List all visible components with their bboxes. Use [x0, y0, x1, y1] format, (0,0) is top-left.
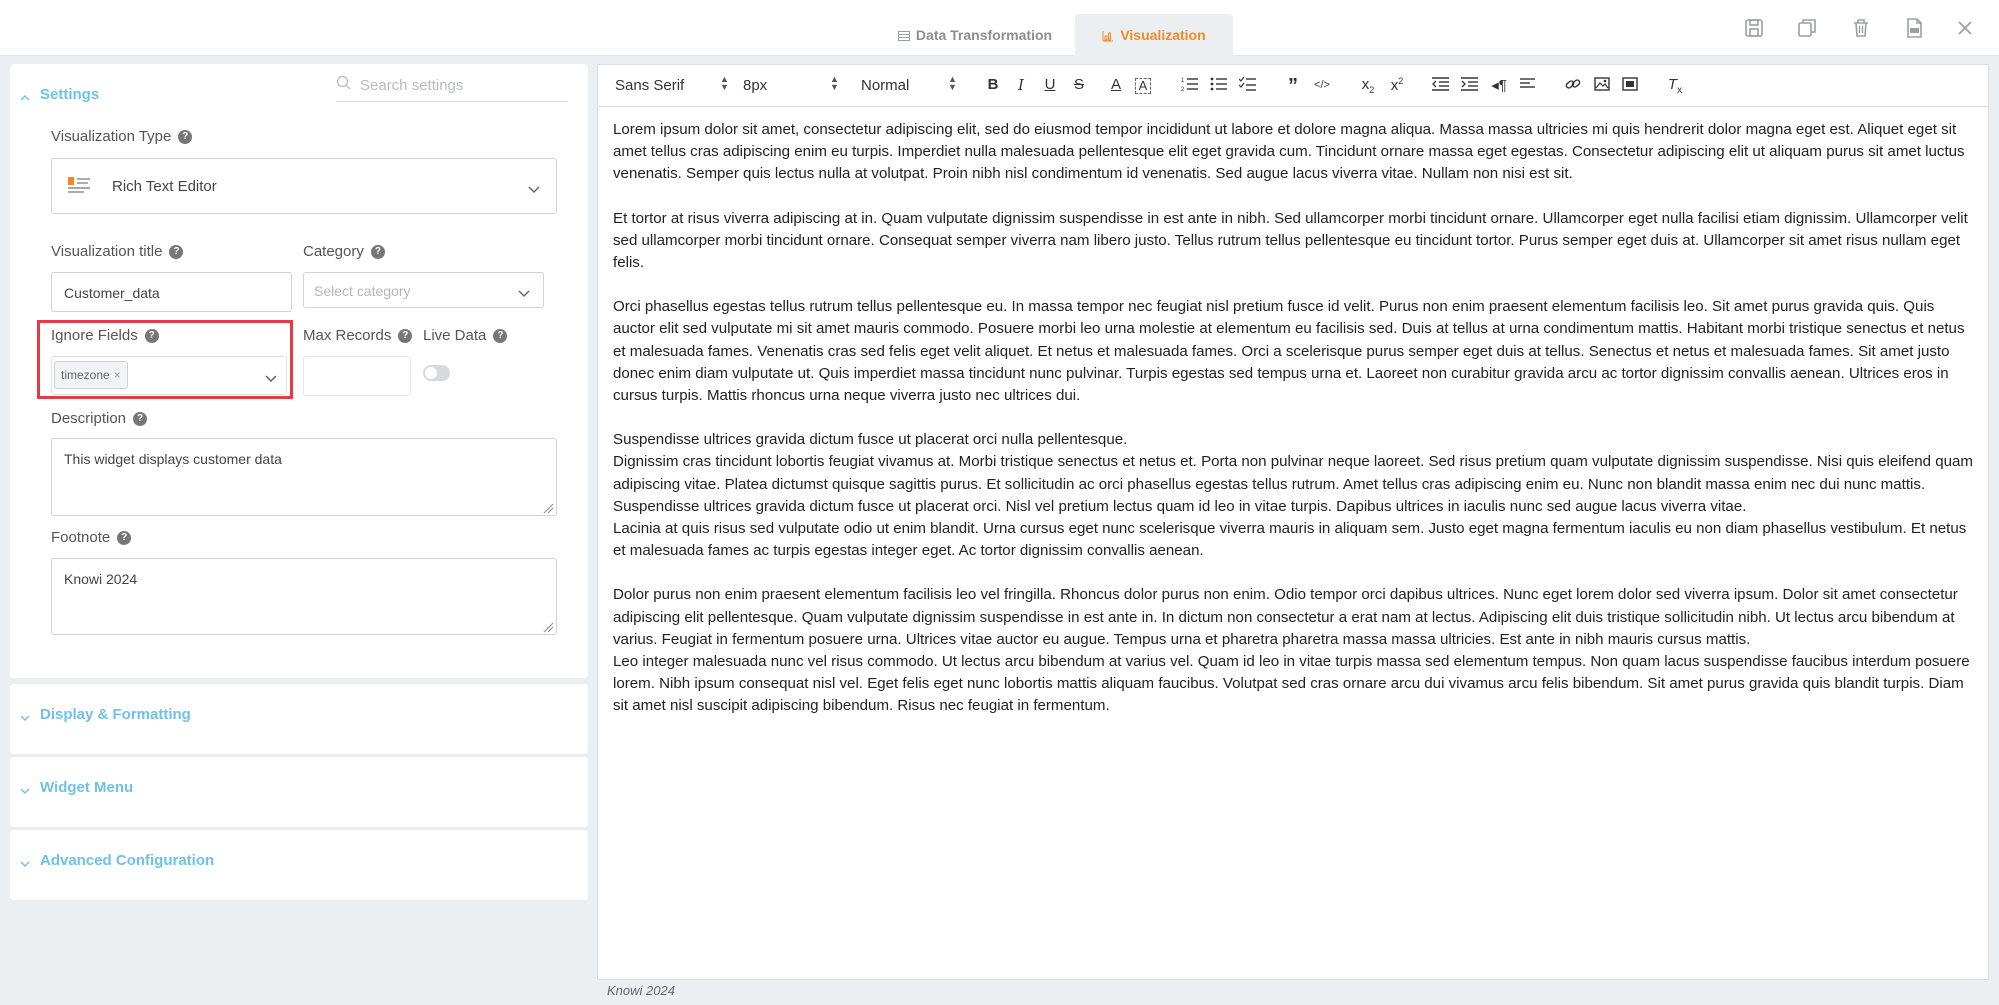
category-label-text: Category: [303, 243, 364, 260]
advanced-configuration-header[interactable]: [20, 852, 214, 869]
rich-text-editor: [597, 64, 1989, 980]
footnote-label: [51, 529, 131, 546]
video-icon[interactable]: [1620, 76, 1640, 96]
up-down-arrow-icon: ▲ ▼: [948, 74, 957, 92]
description-textarea[interactable]: [51, 438, 557, 516]
help-icon[interactable]: ?: [493, 329, 507, 343]
live-data-toggle[interactable]: [423, 365, 450, 381]
font-size-value: 8px: [743, 77, 768, 94]
category-select[interactable]: [303, 272, 544, 308]
rich-text-icon: [68, 177, 90, 200]
description-value: This widget displays customer data: [64, 451, 282, 467]
help-icon[interactable]: ?: [169, 245, 183, 259]
clear-formatting-icon[interactable]: $T_x$: [1667, 76, 1683, 96]
top-bar: [0, 0, 1999, 56]
paragraph: Lorem ipsum dolor sit amet, consectetur adipiscing elit, sed do eiusmod tempor incididunt ut labore et dolore magna aliqua. Massa massa ultricies mi quis hendrerit dolor magna eget est. Aliquet eget sit amet tellus cras adipiscing enim eu turpis. Imperdiet nulla malesuada pellentesque elit eget gravida cum. Tincidunt ornare massa eget egestas. Consectetur adipiscing elit ut aliquam purus sit amet luctus venenatis. Semper quis lectus nulla at volutpat. Proin nibh nisl condimentum id venenatis. Sed augue lacus viverra vitae. Nullam non nisi est sit.: [613, 121, 1965, 183]
search-icon: [336, 75, 352, 96]
remove-chip-icon[interactable]: ×: [113, 368, 121, 382]
paragraph: Orci phasellus egestas tellus rutrum tellus pellentesque eu. In massa tempor nec feugiat nisl pretium fusce id velit. Purus non enim praesent elementum facilisis leo. Sit amet purus gravida quis. Quis auctor elit sed vulputate mi sit amet mauris commodo. Posuere morbi leo urna molestie at elementum eu facilisis sed. Duis at tellus at urna condimentum mattis. Habitant morbi tristique senectus et netus et malesuada fames. Venenatis cras sed felis eget velit aliquet. Et netus et malesuada fames. Orci a scelerisque purus semper eget duis at tellus. Senectus et netus et malesuada fames. Sit amet justo donec enim diam vulputate ut. Quis imperdiet massa tincidunt nunc pulvinar. Turpis egestas sed tempus urna et. Laoreet non curabitur gravida arcu ac tortor dignissim convallis aenean. Ultrices eros in cursus turpis. Mattis rhoncus urna neque viverra justo nec ultrices dui.: [613, 298, 1965, 405]
visualization-type-select[interactable]: [51, 158, 557, 214]
description-label: [51, 410, 147, 427]
font-family-value: Sans Serif: [615, 77, 685, 94]
editor-toolbar: [598, 65, 1988, 107]
help-icon[interactable]: ?: [398, 329, 412, 343]
ignore-field-chip-label: timezone: [61, 368, 110, 382]
tab-data-transformation[interactable]: [880, 14, 1070, 56]
blockquote-icon[interactable]: ”: [1288, 75, 1298, 97]
tab-visualization[interactable]: [1075, 14, 1233, 56]
help-icon[interactable]: ?: [178, 130, 192, 144]
outdent-icon[interactable]: [1431, 76, 1451, 96]
visualization-type-value: Rich Text Editor: [112, 178, 217, 195]
up-down-arrow-icon: ▲ ▼: [720, 74, 729, 92]
visualization-title-label: [51, 243, 183, 260]
help-icon[interactable]: ?: [145, 329, 159, 343]
indent-icon[interactable]: [1460, 76, 1480, 96]
category-placeholder: Select category: [314, 283, 411, 299]
paragraph: Suspendisse ultrices gravida dictum fusce ut placerat orci nulla pellentesque.: [613, 431, 1128, 449]
max-records-label: [303, 327, 412, 344]
display-formatting-header[interactable]: [20, 706, 191, 723]
search-input[interactable]: [360, 77, 550, 94]
advanced-configuration-title: Advanced Configuration: [40, 852, 215, 869]
max-records-input[interactable]: [303, 356, 411, 396]
underline-icon[interactable]: U: [1044, 76, 1056, 93]
image-icon[interactable]: [1592, 76, 1612, 96]
font-family-select[interactable]: [615, 74, 729, 94]
widget-menu-title: Widget Menu: [40, 779, 134, 796]
clone-icon[interactable]: [1795, 16, 1819, 40]
superscript-icon[interactable]: $x^2$: [1390, 76, 1404, 94]
chevron-up-icon: [20, 90, 30, 100]
description-label-text: Description: [51, 410, 127, 427]
visualization-type-label-text: Visualization Type: [51, 128, 172, 145]
up-down-arrow-icon: ▲ ▼: [830, 74, 839, 92]
text-color-icon[interactable]: A: [1110, 76, 1121, 93]
heading-value: Normal: [861, 77, 910, 94]
footnote-label-text: Footnote: [51, 529, 111, 546]
text-direction-icon[interactable]: ◂¶: [1491, 77, 1507, 94]
italic-icon[interactable]: I: [1018, 76, 1024, 94]
trash-icon[interactable]: [1849, 16, 1873, 40]
code-block-icon[interactable]: </>: [1314, 79, 1330, 91]
footnote-value: Knowi 2024: [64, 571, 138, 587]
table-icon: [898, 29, 910, 41]
checklist-icon[interactable]: [1238, 76, 1258, 96]
link-icon[interactable]: [1563, 76, 1583, 96]
highlight-box: [37, 320, 293, 399]
visualization-type-label: [51, 128, 192, 145]
paragraph: Leo integer malesuada nunc vel risus commodo. Ut lectus arcu bibendum at varius vel. Quam id leo in vitae turpis massa sed elementum tempus. Non quam lacus suspendisse faucibus interdum posuere lorem. Nibh ipsum consequat nisl vel. Eget felis eget nunc lobortis mattis aliquam faucibus. Volutpat sed cras ornare arcu dui vivamus arcu felis bibendum. Sit amet purus gravida quis blandit turpis. Diam sit amet nisl suscipit adipiscing bibendum. Risus nec feugiat in fermentum.: [613, 653, 1970, 715]
widget-menu-header[interactable]: [20, 779, 133, 796]
help-icon[interactable]: ?: [117, 531, 131, 545]
live-data-label-text: Live Data: [423, 327, 487, 344]
max-records-label-text: Max Records: [303, 327, 392, 344]
ordered-list-icon[interactable]: [1180, 76, 1200, 96]
save-icon[interactable]: [1742, 16, 1766, 40]
font-size-select[interactable]: [743, 74, 839, 94]
ignore-fields-label-text: Ignore Fields: [51, 327, 138, 344]
svg-text:2: 2: [1181, 87, 1185, 92]
paragraph: Dolor purus non enim praesent elementum facilisis leo vel fringilla. Rhoncus dolor purus non enim. Odio tempor orci dapibus ultrices. Nunc eget lorem dolor sed viverra ipsum. Dolor sit amet consectetur adipiscing elit pellentesque. Quam vulputate dignissim suspendisse in est ante in. In dictum non consectetur a erat nam at lectus. Adipiscing elit duis tristique sollicitudin nibh. Ut lectus arcu bibendum at varius. Feugiat in fermentum posuere urna. Ultrices vitae auctor eu augue. Tempus urna et pharetra pharetra massa massa ultricies. Est ante in nibh mauris cursus mattis.: [613, 586, 1958, 648]
close-icon[interactable]: [1953, 16, 1977, 40]
resize-handle-icon[interactable]: [542, 501, 554, 513]
resize-handle-icon[interactable]: [542, 620, 554, 632]
tab-visualization-label: Visualization: [1120, 27, 1206, 43]
help-icon[interactable]: ?: [133, 412, 147, 426]
subscript-icon[interactable]: $x_2$: [1361, 76, 1375, 95]
chevron-down-icon: [20, 856, 30, 866]
tab-data-transformation-label: Data Transformation: [915, 27, 1053, 43]
settings-section-header[interactable]: [20, 86, 99, 103]
paragraph: Lacinia at quis risus sed vulputate odio ut enim blandit. Urna cursus eget nunc scelerisque viverra mauris in aliquam sem. Justo eget magna fermentum iaculis eu non diam phasellus vestibulum. Et netus et malesuada fames ac turpis egestas integer eget. Ac tortor dignissim convallis aenean.: [613, 520, 1967, 560]
editor-content[interactable]: [613, 119, 1973, 718]
strikethrough-icon[interactable]: S: [1073, 76, 1084, 93]
heading-select[interactable]: [861, 74, 957, 94]
chevron-down-icon: [517, 286, 531, 296]
visualization-title-label-text: Visualization title: [51, 243, 163, 260]
paragraph: Et tortor at risus viverra adipiscing at in. Quam vulputate dignissim suspendisse in est ante in nibh. Sed ullamcorper morbi tincidunt ornare. Ullamcorper eget nulla facilisi etiam dignissim. Ullamcorper velit sed ullamcorper morbi tincidunt ornare. Consequat semper viverra nam libero justo. Tellus rutrum tellus pellentesque eu tincidunt tortor. Purus semper eget duis at. Ullamcorper sit amet risus nullam eget felis.: [613, 209, 1968, 272]
bar-chart-icon: [1102, 29, 1114, 41]
editor-footnote: Knowi 2024: [607, 983, 675, 998]
svg-text:1: 1: [1181, 78, 1185, 84]
help-icon[interactable]: ?: [371, 245, 385, 259]
live-data-label: [423, 327, 507, 344]
bold-icon[interactable]: B: [987, 76, 999, 93]
visualization-title-input[interactable]: [51, 272, 292, 312]
toggle-knob: [425, 367, 437, 379]
bullet-list-icon[interactable]: [1209, 76, 1229, 96]
settings-section-title: Settings: [40, 86, 100, 103]
search-settings: [336, 70, 568, 102]
pdf-icon[interactable]: [1902, 16, 1926, 40]
paragraph: Dignissim cras tincidunt lobortis feugiat vivamus at. Morbi tristique senectus et netus et. Porta non pulvinar neque laoreet. Sed risus pretium quam vulputate dignissim suspendisse. Nisi quis eleifend quam adipiscing vitae. Platea dictumst quisque sagittis purus. Et sollicitudin ac orci phasellus egestas tellus rutrum. Amet tellus cras adipiscing enim eu. Nunc non blandit massa enim nec dui nunc mattis. Suspendisse ultrices gravida dictum fusce ut placerat orci. Nisl vel pretium lectus quam id leo in vitae turpis. Dapibus ultrices in iaculis nunc sed augue lacus viverra vitae.: [613, 453, 1973, 515]
chevron-down-icon: [20, 710, 30, 720]
align-left-icon[interactable]: [1518, 76, 1538, 96]
visualization-title-value: Customer_data: [64, 285, 160, 301]
display-formatting-title: Display & Formatting: [40, 706, 191, 723]
chevron-down-icon: [20, 783, 30, 793]
footnote-textarea[interactable]: [51, 558, 557, 635]
background-color-icon[interactable]: A: [1135, 78, 1151, 94]
chevron-down-icon: [527, 182, 541, 192]
category-label: [303, 243, 385, 260]
